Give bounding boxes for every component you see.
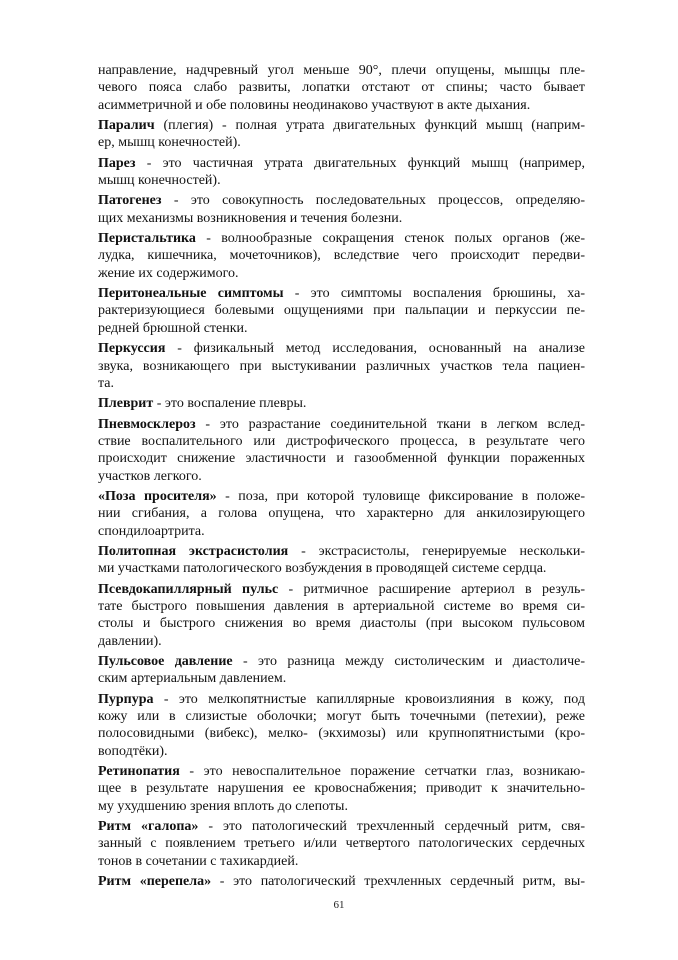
- text-line: [98, 340, 585, 357]
- glossary-definition: - это патологический трехчленных сердечный ритм, вы-: [211, 874, 585, 890]
- glossary-term: «Поза просителя»: [98, 488, 217, 504]
- definition-text: мышц конечностей).: [98, 173, 221, 189]
- glossary-term: Перистальтика: [98, 231, 196, 247]
- definition-text: направление, надчревный угол меньше 90°, плечи опущены, мышцы пле-: [98, 63, 585, 78]
- definition-text: щих механизмы возникновения и течения болезни.: [98, 210, 403, 226]
- glossary-definition: - волнообразные сокращения стенок полых органов (же-: [195, 231, 585, 247]
- definition-text: нии сгибания, а голова опущена, что характерно для анкилозирующего: [98, 506, 585, 522]
- glossary-entry: [98, 395, 585, 412]
- glossary-term: Паралич: [98, 118, 155, 134]
- text-line: [98, 598, 585, 615]
- glossary-definition: - физикальный метод исследования, основанный на анализе: [165, 341, 585, 357]
- glossary-term: Патогенез: [98, 193, 162, 209]
- glossary-entry: [98, 653, 585, 688]
- text-line: [98, 155, 585, 172]
- glossary-term: Парез: [98, 155, 136, 171]
- definition-text: чевого пояса слабо развиты, лопатки отстают от спины; часто бывает: [98, 80, 585, 96]
- text-line: [98, 873, 585, 890]
- definition-text: происходит снижение эластичности и газообменной функции пораженных: [98, 451, 585, 467]
- glossary-term: Пневмосклероз: [98, 416, 196, 432]
- definition-text: тате быстрого повышения давления в артериальной системе во время си-: [98, 598, 585, 614]
- glossary-entry: [98, 416, 585, 485]
- glossary-definition: - это разница между систолическим и диастоличе-: [232, 654, 585, 669]
- text-line: [98, 560, 585, 577]
- glossary-term: Ритм «перепела»: [98, 874, 212, 890]
- text-line: [98, 247, 585, 264]
- definition-text: кожу или в слизистые оболочки; могут быть точечными (петехии), реже: [98, 709, 585, 725]
- text-line: [98, 302, 585, 319]
- glossary-definition: - ритмичное расширение артериол в резуль-: [278, 581, 585, 597]
- text-line: [98, 725, 585, 742]
- text-line: [98, 543, 585, 560]
- text-line: [98, 265, 585, 282]
- glossary-term: Пурпура: [98, 691, 154, 707]
- text-line: [98, 395, 585, 412]
- text-line: [98, 320, 585, 337]
- glossary-term: Перитонеальные симптомы: [98, 286, 284, 302]
- glossary-entry: [98, 192, 585, 227]
- glossary-entry: [98, 763, 585, 815]
- definition-text: столы и быстрого снижения во время диастолы (при высоком пульсовом: [98, 616, 585, 632]
- definition-text: му ухудшению зрения вплоть до слепоты.: [98, 798, 348, 814]
- text-line: [98, 416, 585, 433]
- text-line: [98, 853, 585, 870]
- text-line: [98, 97, 585, 114]
- glossary-definition: - поза, при которой туловище фиксирование в положе-: [216, 488, 585, 504]
- text-line: [98, 798, 585, 815]
- text-line: [98, 433, 585, 450]
- text-line: [98, 835, 585, 852]
- definition-text: щее в результате нарушения ее кровоснабжения; приводит к значительно-: [98, 781, 585, 797]
- glossary-definition: - это патологический трехчленный сердечный ритм, свя-: [198, 819, 585, 835]
- definition-text: спондилоартрита.: [98, 523, 205, 539]
- text-line: [98, 615, 585, 632]
- definition-text: занный с появлением третьего и/или четвертого патологических сердечных: [98, 836, 585, 852]
- text-line: [98, 523, 585, 540]
- text-line: [98, 581, 585, 598]
- glossary-entry: [98, 285, 585, 337]
- definition-text: редней брюшной стенки.: [98, 320, 248, 336]
- glossary-entry: [98, 818, 585, 870]
- definition-text: ми участками патологического возбуждения в проводящей системе сердца.: [98, 561, 547, 577]
- glossary-definition: - это частичная утрата двигательных функций мышц (например,: [135, 155, 585, 171]
- text-line: [98, 192, 585, 209]
- glossary-definition: - это разрастание соединительной ткани в легком вслед-: [195, 416, 585, 432]
- definition-text: ер, мышц конечностей).: [98, 135, 241, 151]
- text-line: [98, 285, 585, 302]
- glossary-entry: [98, 155, 585, 190]
- glossary-term: Плеврит: [98, 396, 154, 412]
- document-body: [98, 62, 585, 890]
- definition-text: звука, возникающего при выстукивании различных участков тела пациен-: [98, 358, 585, 374]
- text-line: [98, 691, 585, 708]
- text-line: [98, 780, 585, 797]
- glossary-definition: - это мелкопятнистые капиллярные кровоизлияния в кожу, под: [153, 691, 585, 707]
- text-line: [98, 172, 585, 189]
- text-line: [98, 210, 585, 227]
- glossary-definition: - экстрасистолы, генерируемые нескольки-: [288, 543, 585, 559]
- definition-text: жение их содержимого.: [98, 265, 239, 281]
- glossary-definition: (плегия) - полная утрата двигательных функций мышц (наприм-: [154, 118, 585, 134]
- glossary-definition: - это симптомы воспаления брюшины, ха-: [283, 286, 585, 302]
- glossary-entry: [98, 488, 585, 540]
- glossary-entry: [98, 117, 585, 152]
- definition-text: асимметричной и обе половины неодинаково участвуют в акте дыхания.: [98, 97, 531, 113]
- text-line: [98, 633, 585, 650]
- text-line: [98, 763, 585, 780]
- glossary-entry: [98, 230, 585, 282]
- glossary-term: Пульсовое давление: [98, 654, 233, 669]
- text-line: [98, 818, 585, 835]
- definition-text: тонов в сочетании с тахикардией.: [98, 853, 299, 869]
- glossary-entry: [98, 543, 585, 578]
- text-line: [98, 670, 585, 687]
- text-line: [98, 708, 585, 725]
- text-line: [98, 505, 585, 522]
- definition-text: участков легкого.: [98, 468, 202, 484]
- glossary-term: Ретинопатия: [98, 764, 180, 780]
- glossary-entry: [98, 873, 585, 890]
- glossary-definition: - это совокупность последовательных процессов, определяю-: [161, 193, 585, 209]
- definition-text: полосовидными (вибекс), мелко- (экхимозы) или крупнопятнистыми (кро-: [98, 726, 585, 742]
- text-line: [98, 743, 585, 760]
- glossary-term: Политопная экстрасистолия: [98, 543, 289, 559]
- definition-text: ствие воспалительного или дистрофического процесса, в результате чего: [98, 433, 585, 449]
- text-line: [98, 450, 585, 467]
- text-line: [98, 62, 585, 79]
- text-line: [98, 468, 585, 485]
- text-line: [98, 375, 585, 392]
- text-line: [98, 79, 585, 96]
- definition-text: рактеризующиеся болевыми ощущениями при пальпации и перкуссии пе-: [98, 303, 585, 319]
- definition-text: ским артериальным давлением.: [98, 671, 287, 687]
- page-number: 61: [333, 899, 345, 911]
- definition-text: та.: [98, 375, 115, 391]
- text-line: [98, 653, 585, 670]
- glossary-term: Перкуссия: [98, 341, 166, 357]
- definition-text: лудка, кишечника, мочеточников), вследствие чего происходит передви-: [98, 248, 585, 264]
- glossary-term: Ритм «галопа»: [98, 819, 199, 835]
- glossary-entry: [98, 581, 585, 650]
- text-line: [98, 117, 585, 134]
- text-line: [98, 134, 585, 151]
- continued-paragraph: [98, 62, 585, 114]
- glossary-term: Псевдокапиллярный пульс: [98, 581, 279, 597]
- text-line: [98, 358, 585, 375]
- definition-text: давлении).: [98, 633, 162, 649]
- text-line: [98, 230, 585, 247]
- glossary-entry: [98, 340, 585, 392]
- glossary-definition: - это воспаление плевры.: [153, 396, 307, 412]
- glossary-definition: - это невоспалительное поражение сетчатки глаз, возникаю-: [179, 764, 585, 780]
- glossary-entry: [98, 691, 585, 760]
- definition-text: воподтёки).: [98, 743, 168, 759]
- text-line: [98, 488, 585, 505]
